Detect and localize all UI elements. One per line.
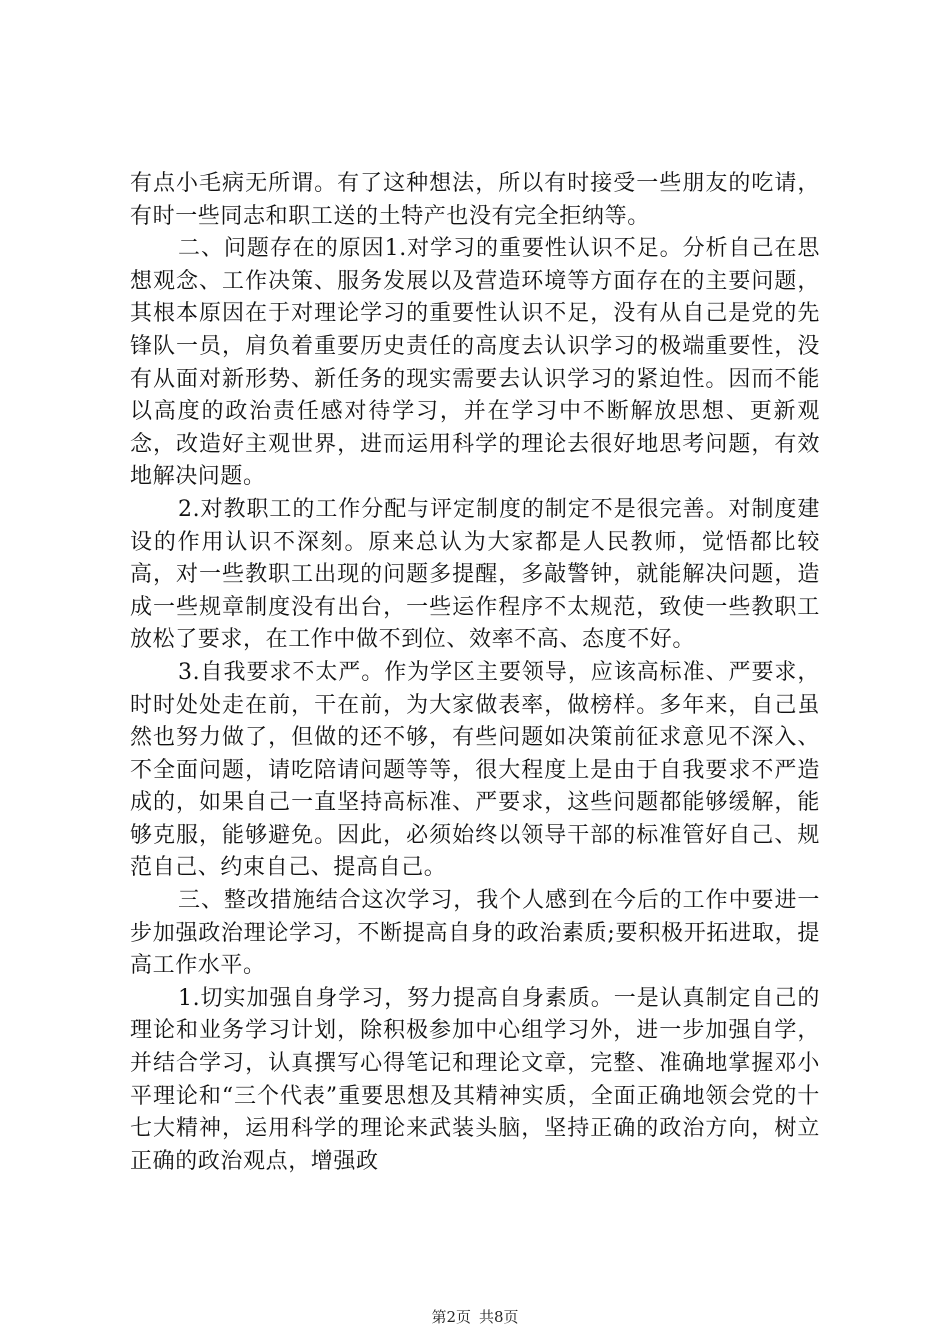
paragraph-continuation: 有点小毛病无所谓。有了这种想法，所以有时接受一些朋友的吃请，有时一些同志和职工送的土特产也没有完全拒纳等。 xyxy=(130,171,820,229)
paragraph-cause-3: 3.自我要求不太严。作为学区主要领导，应该高标准、严要求，时时处处走在前，干在前，为大家做表率，做榜样。多年来，自己虽然也努力做了，但做的还不够，有些问题如决策前征求意见不深入、不全面问题，请吃陪请问题等等，很大程度上是由于自我要求不严造成的，如果自己一直坚持高标准、严要求，这些问题都能够缓解，能够克服，能够避免。因此，必须始终以领导干部的标准管好自己、规范自己、约束自己、提高自己。 xyxy=(130,659,820,881)
page-number: 第2页 xyxy=(431,1308,471,1326)
page-footer xyxy=(0,1306,950,1327)
paragraph-measure-1: 1.切实加强自身学习，努力提高自身素质。一是认真制定自己的理论和业务学习计划，除积极参加中心组学习外，进一步加强自学，并结合学习，认真撰写心得笔记和理论文章，完整、准确地掌握邓小平理论和“三个代表”重要思想及其精神实质，全面正确地领会党的十七大精神，运用科学的理论来武装头脑，坚持正确的政治方向，树立正确的政治观点，增强政 xyxy=(130,985,820,1174)
paragraph-section-two-causes: 二、问题存在的原因1.对学习的重要性认识不足。分析自己在思想观念、工作决策、服务发展以及营造环境等方面存在的主要问题，其根本原因在于对理论学习的重要性认识不足，没有从自己是党的先锋队一员，肩负着重要历史责任的高度去认识学习的极端重要性，没有从面对新形势、新任务的现实需要去认识学习的紧迫性。因而不能以高度的政治责任感对待学习，并在学习中不断解放思想、更新观念，改造好主观世界，进而运用科学的理论去很好地思考问题，有效地解决问题。 xyxy=(130,236,820,490)
page-total: 共8页 xyxy=(479,1308,519,1326)
paragraph-section-three-measures: 三、整改措施结合这次学习，我个人感到在今后的工作中要进一步加强政治理论学习，不断提高自身的政治素质;要积极开拓进取，提高工作水平。 xyxy=(130,888,820,979)
paragraph-cause-2: 2.对教职工的工作分配与评定制度的制定不是很完善。对制度建设的作用认识不深刻。原来总认为大家都是人民教师，觉悟都比较高，对一些教职工出现的问题多提醒，多敲警钟，就能解决问题，造成一些规章制度没有出台，一些运作程序不太规范，致使一些教职工放松了要求，在工作中做不到位、效率不高、态度不好。 xyxy=(130,496,820,653)
document-body xyxy=(130,168,820,1178)
